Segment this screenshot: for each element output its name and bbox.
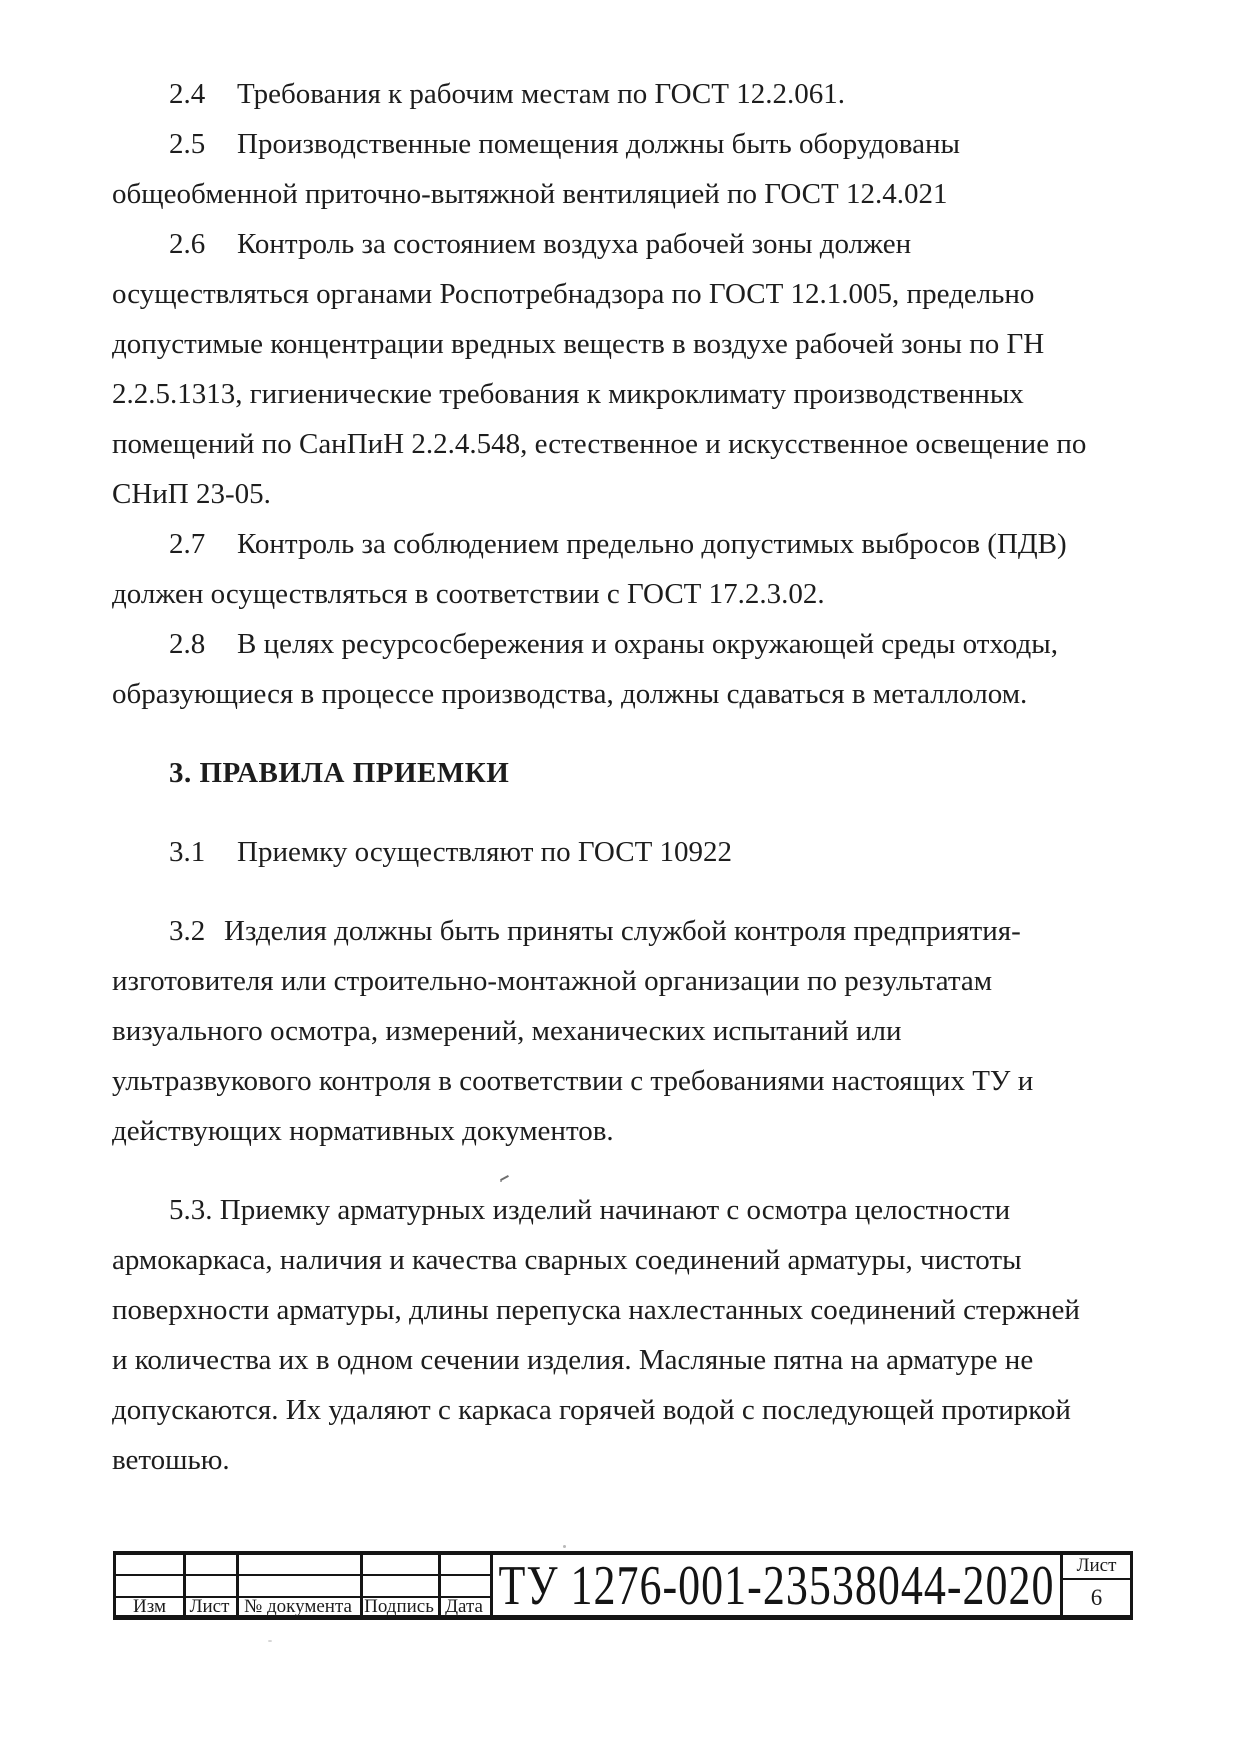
text-line (112, 1385, 1152, 1435)
document-number: ТУ 1276-001-23538044-2020 (498, 1553, 1055, 1617)
column-label-list: Лист (189, 1598, 230, 1616)
line-text: помещений по СанПиН 2.2.4.548, естественное и искусственное освещение по (112, 428, 1087, 460)
line-text: ветошью. (112, 1444, 230, 1476)
line-text: СНиП 23-05. (112, 478, 271, 510)
column-label-signature: Подпись (364, 1598, 434, 1616)
text-line (112, 69, 1152, 119)
scan-speck (563, 1545, 566, 1548)
text-line (112, 269, 1152, 319)
text-line (112, 619, 1152, 669)
document-body (112, 69, 1152, 1485)
text-line (112, 1335, 1152, 1385)
paragraph-number: 2.7 (169, 528, 206, 560)
scan-artifact-mark (500, 1174, 510, 1181)
paragraph-number: 3.1 (169, 836, 206, 868)
title-block (113, 1551, 1133, 1620)
text-line (112, 369, 1152, 419)
column-label-date: Дата (445, 1598, 483, 1616)
scan-speck (268, 1640, 272, 1642)
text-line (112, 1106, 1152, 1156)
text-line (112, 319, 1152, 369)
document-number-cell (493, 1555, 1060, 1615)
text-line (112, 956, 1152, 1006)
column-label-izm: Изм (133, 1598, 166, 1616)
line-text: Контроль за соблюдением предельно допустимых выбросов (ПДВ) (237, 528, 1067, 560)
line-text: образующиеся в процессе производства, должны сдаваться в металлолом. (112, 678, 1028, 710)
text-line (112, 1006, 1152, 1056)
text-line (112, 1056, 1152, 1106)
text-line (112, 1285, 1152, 1335)
text-line (112, 1185, 1152, 1235)
line-text: и количества их в одном сечении изделия. Масляные пятна на арматуре не (112, 1344, 1034, 1376)
paragraph-number: 2.6 (169, 228, 206, 260)
text-line (112, 169, 1152, 219)
text-line (112, 1235, 1152, 1285)
text-line (112, 827, 1152, 877)
line-text: Приемку осуществляют по ГОСТ 10922 (237, 836, 733, 868)
line-text: общеобменной приточно-вытяжной вентиляцией по ГОСТ 12.4.021 (112, 178, 948, 210)
paragraph-number: 3.2 (169, 915, 206, 947)
sheet-number: 6 (1090, 1584, 1103, 1610)
text-line (112, 419, 1152, 469)
line-text: В целях ресурсосбережения и охраны окружающей среды отходы, (237, 628, 1058, 660)
title-block-grid-line (116, 1574, 493, 1576)
column-label-doc-number: № документа (244, 1598, 352, 1616)
text-line (112, 119, 1152, 169)
line-text: осуществляться органами Роспотребнадзора по ГОСТ 12.1.005, предельно (112, 278, 1035, 310)
text-line (112, 906, 1152, 956)
line-text: 2.2.5.1313, гигиенические требования к микроклимату производственных (112, 378, 1024, 410)
text-line (112, 519, 1152, 569)
line-text: визуального осмотра, измерений, механических испытаний или (112, 1015, 902, 1047)
text-line (112, 469, 1152, 519)
line-text: допускаются. Их удаляют с каркаса горячей водой с последующей протиркой (112, 1394, 1071, 1426)
line-text: допустимые концентрации вредных веществ в воздухе рабочей зоны по ГН (112, 328, 1045, 360)
line-text: 5.3. Приемку арматурных изделий начинают с осмотра целостности (169, 1194, 1011, 1226)
text-line (112, 1435, 1152, 1485)
line-text: Изделия должны быть приняты службой контроля предприятия- (224, 915, 1021, 947)
line-text: действующих нормативных документов. (112, 1115, 614, 1147)
line-text: Производственные помещения должны быть оборудованы (237, 128, 960, 160)
paragraph-number: 2.4 (169, 78, 206, 110)
paragraph-number: 2.5 (169, 128, 206, 160)
line-text: Контроль за состоянием воздуха рабочей зоны должен (237, 228, 912, 260)
text-line (112, 669, 1152, 719)
line-text: поверхности арматуры, длины перепуска нахлестанных соединений стержней (112, 1294, 1080, 1326)
line-text: ультразвукового контроля в соответствии с требованиями настоящих ТУ и (112, 1065, 1034, 1097)
sheet-label: Лист (1076, 1555, 1117, 1576)
line-text: армокаркаса, наличия и качества сварных соединений арматуры, чистоты (112, 1244, 1022, 1276)
line-text: Требования к рабочим местам по ГОСТ 12.2.061. (237, 78, 845, 110)
line-text: должен осуществляться в соответствии с ГОСТ 17.2.3.02. (112, 578, 825, 610)
line-text: 3. ПРАВИЛА ПРИЕМКИ (169, 757, 510, 789)
text-line (112, 748, 1152, 798)
text-line (112, 569, 1152, 619)
paragraph-number: 2.8 (169, 628, 206, 660)
text-line (112, 219, 1152, 269)
line-text: изготовителя или строительно-монтажной организации по результатам (112, 965, 993, 997)
